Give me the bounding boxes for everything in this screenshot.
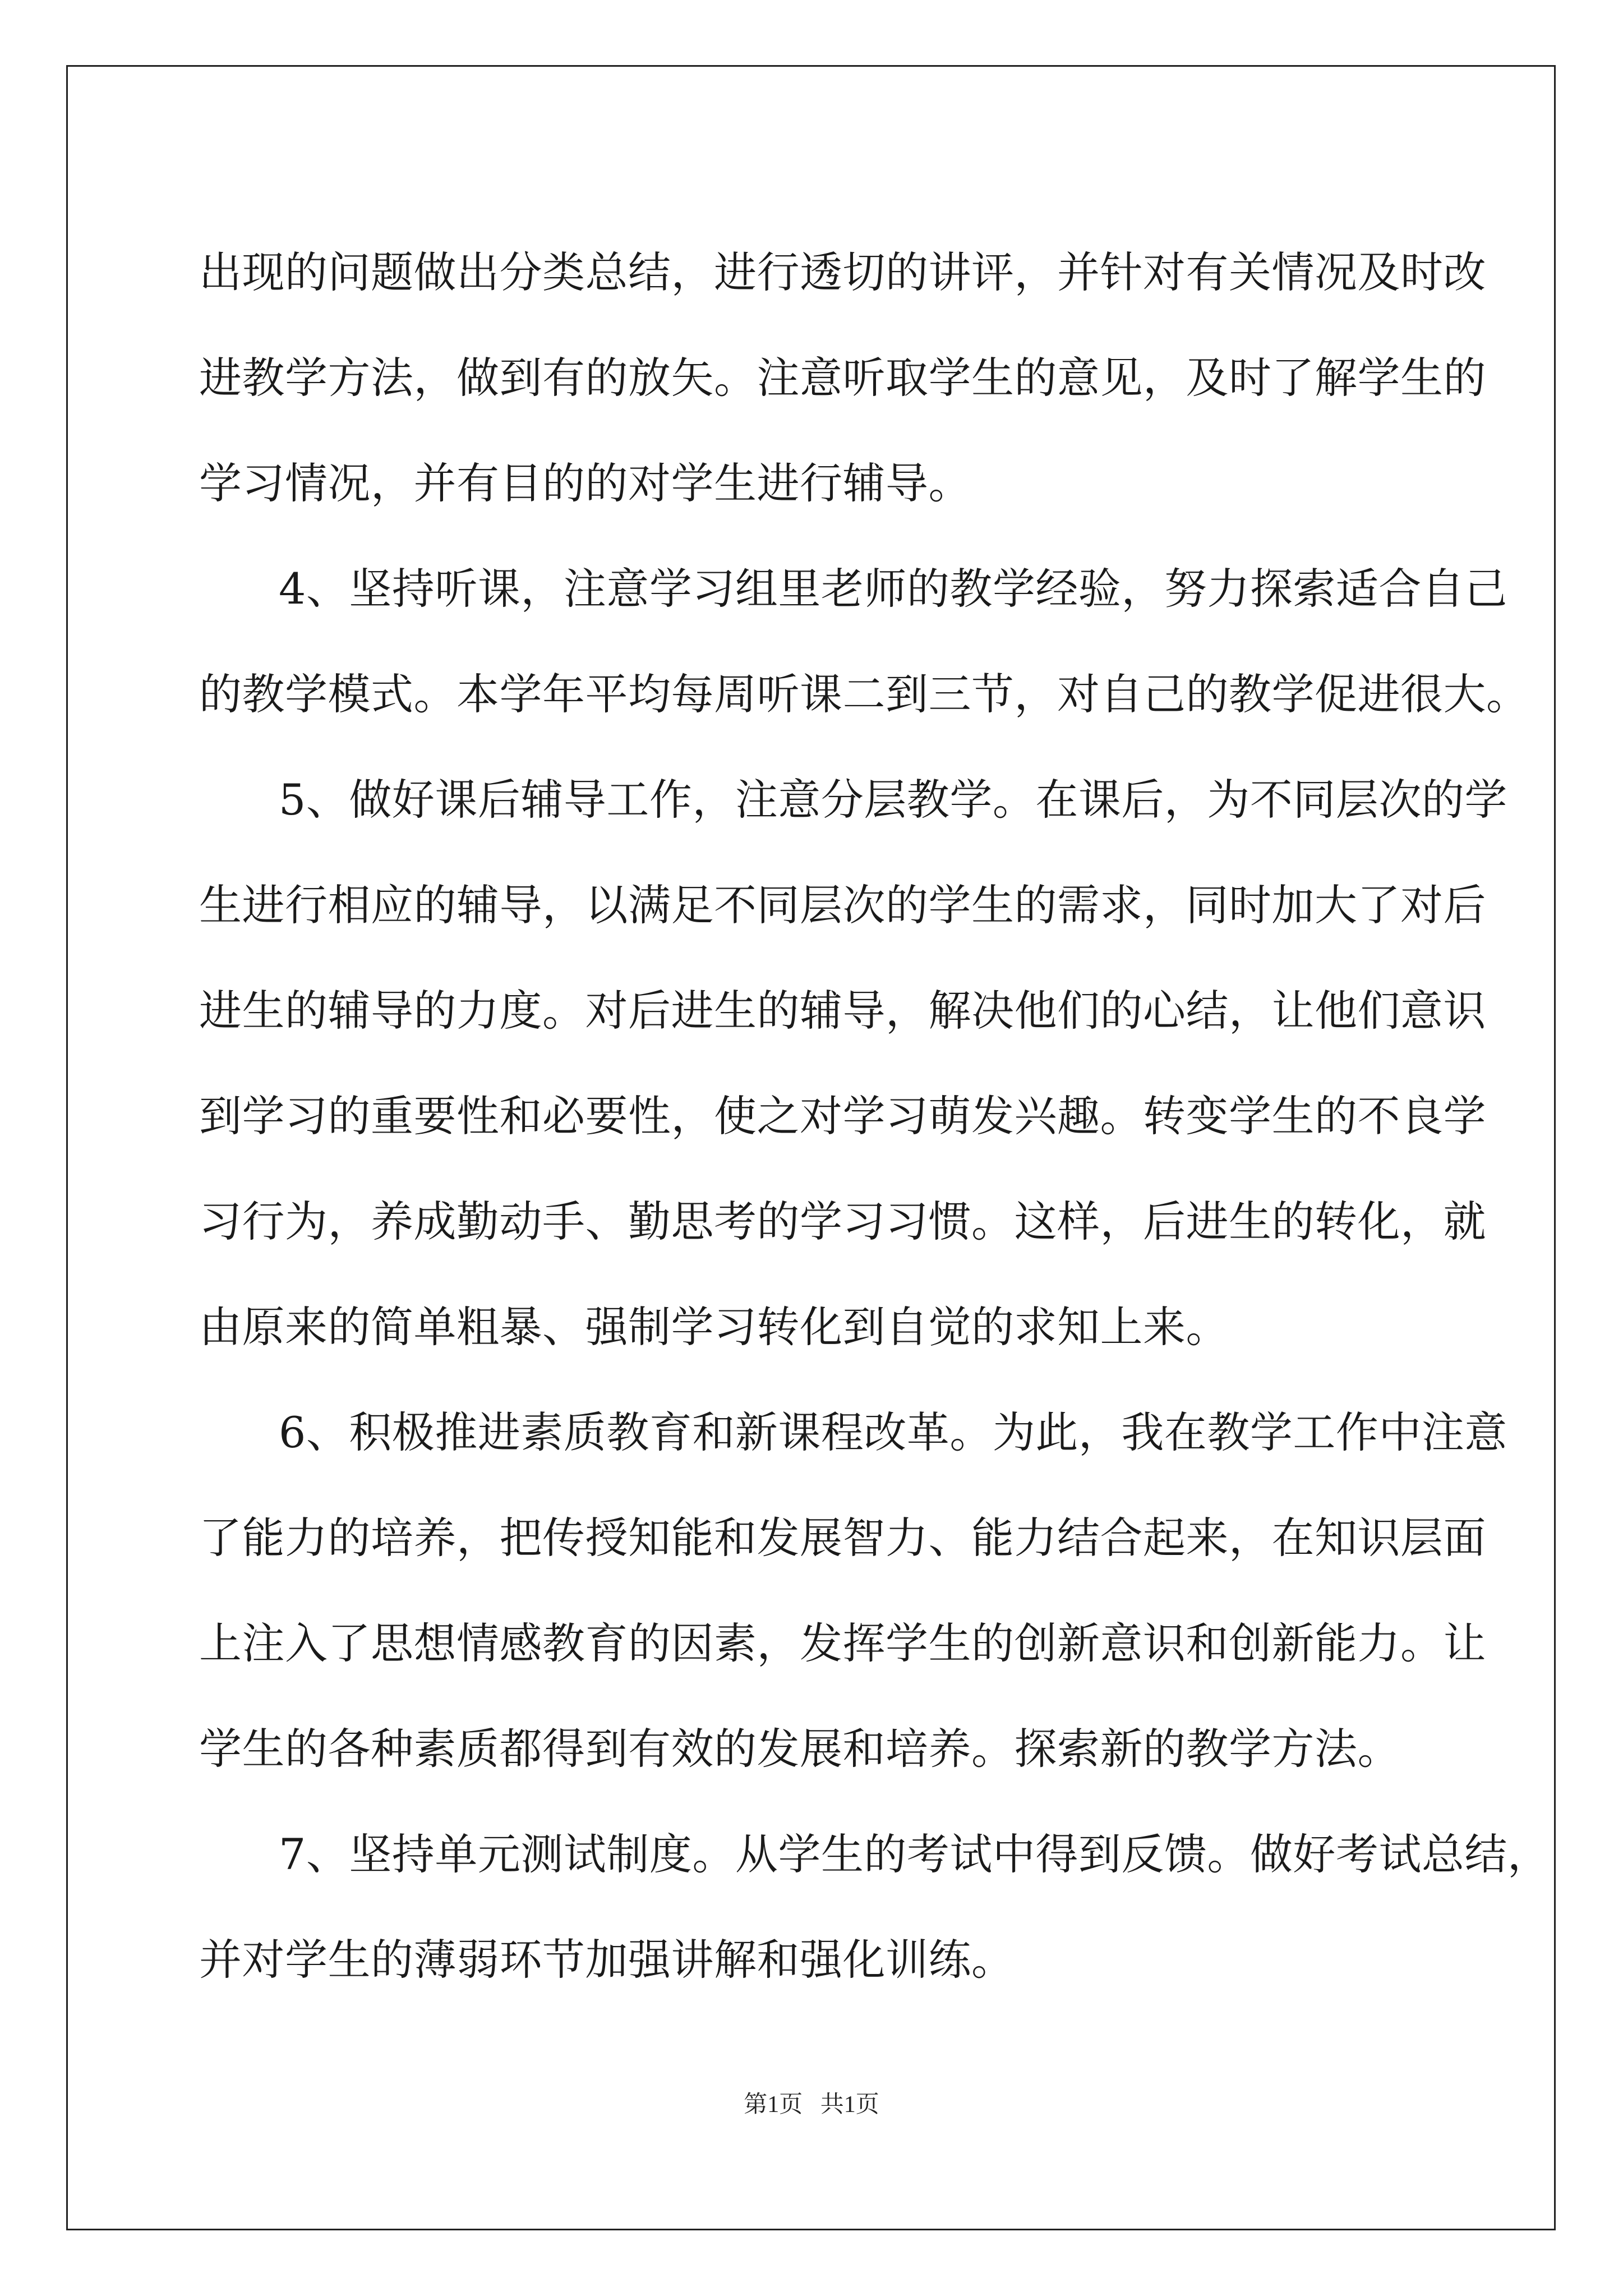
text-line: 生 进 行 相 应 的 辅 导 ， 以 满 足 不 同 层 次 的 学 生 的 需 求 ， 同 时 加 大 了 对 后 — [199, 880, 1486, 930]
text-line: 学生的各种素质都得到有效的发展和培养。探索新的教学方法。 — [199, 1724, 1400, 1774]
text-line: 6 、 积 极 推 进 素 质 教 育 和 新 课 程 改 革 。 为 此 ， 我 在 教 学 工 作 中 注 意 — [279, 1407, 1507, 1457]
text-line: 进 教 学 方 法 ， 做 到 有 的 放 矢 。 注 意 听 取 学 生 的 意 见 ， 及 时 了 解 学 生 的 — [199, 353, 1486, 403]
text-line: 进 生 的 辅 导 的 力 度 。 对 后 进 生 的 辅 导 ， 解 决 他 们 的 心 结 ， 让 他 们 意 识 — [199, 986, 1486, 1036]
document-body — [199, 220, 1551, 2013]
text-line: 习 行 为 ， 养 成 勤 动 手 、 勤 思 考 的 学 习 习 惯 。 这 样 ， 后 进 生 的 转 化 ， 就 — [199, 1197, 1486, 1246]
text-line: 的 教 学 模 式 。 本 学 年 平 均 每 周 听 课 二 到 三 节 ， 对 自 己 的 教 学 促 进 很 大 。 — [199, 669, 1529, 719]
text-line: 到 学 习 的 重 要 性 和 必 要 性 ， 使 之 对 学 习 萌 发 兴 趣 。 转 变 学 生 的 不 良 学 — [199, 1091, 1486, 1141]
text-line: 7 、 坚 持 单 元 测 试 制 度 。 从 学 生 的 考 试 中 得 到 反 馈 。 做 好 考 试 总 结 ， — [279, 1829, 1551, 1879]
text-line: 5 、 做 好 课 后 辅 导 工 作 ， 注 意 分 层 教 学 。 在 课 后 ， 为 不 同 层 次 的 学 — [279, 775, 1507, 825]
text-line: 了 能 力 的 培 养 ， 把 传 授 知 能 和 发 展 智 力 、 能 力 结 合 起 来 ， 在 知 识 层 面 — [199, 1513, 1486, 1563]
page-number-footer: 第1页 共1页 — [744, 2092, 879, 2118]
text-line: 并对学生的薄弱环节加强讲解和强化训练。 — [199, 1935, 1015, 1985]
text-line: 出 现 的 问 题 做 出 分 类 总 结 ， 进 行 透 切 的 讲 评 ， 并 针 对 有 关 情 况 及 时 改 — [199, 247, 1486, 297]
text-line: 上 注 入 了 思 想 情 感 教 育 的 因 素 ， 发 挥 学 生 的 创 新 意 识 和 创 新 能 力 。 让 — [199, 1618, 1486, 1668]
text-line: 由原来的简单粗暴、强制学习转化到自觉的求知上来。 — [199, 1302, 1229, 1352]
text-line: 4 、 坚 持 听 课 ， 注 意 学 习 组 里 老 师 的 教 学 经 验 ， 努 力 探 索 适 合 自 己 — [279, 564, 1507, 614]
text-line: 学习情况，并有目的的对学生进行辅导。 — [199, 458, 971, 508]
